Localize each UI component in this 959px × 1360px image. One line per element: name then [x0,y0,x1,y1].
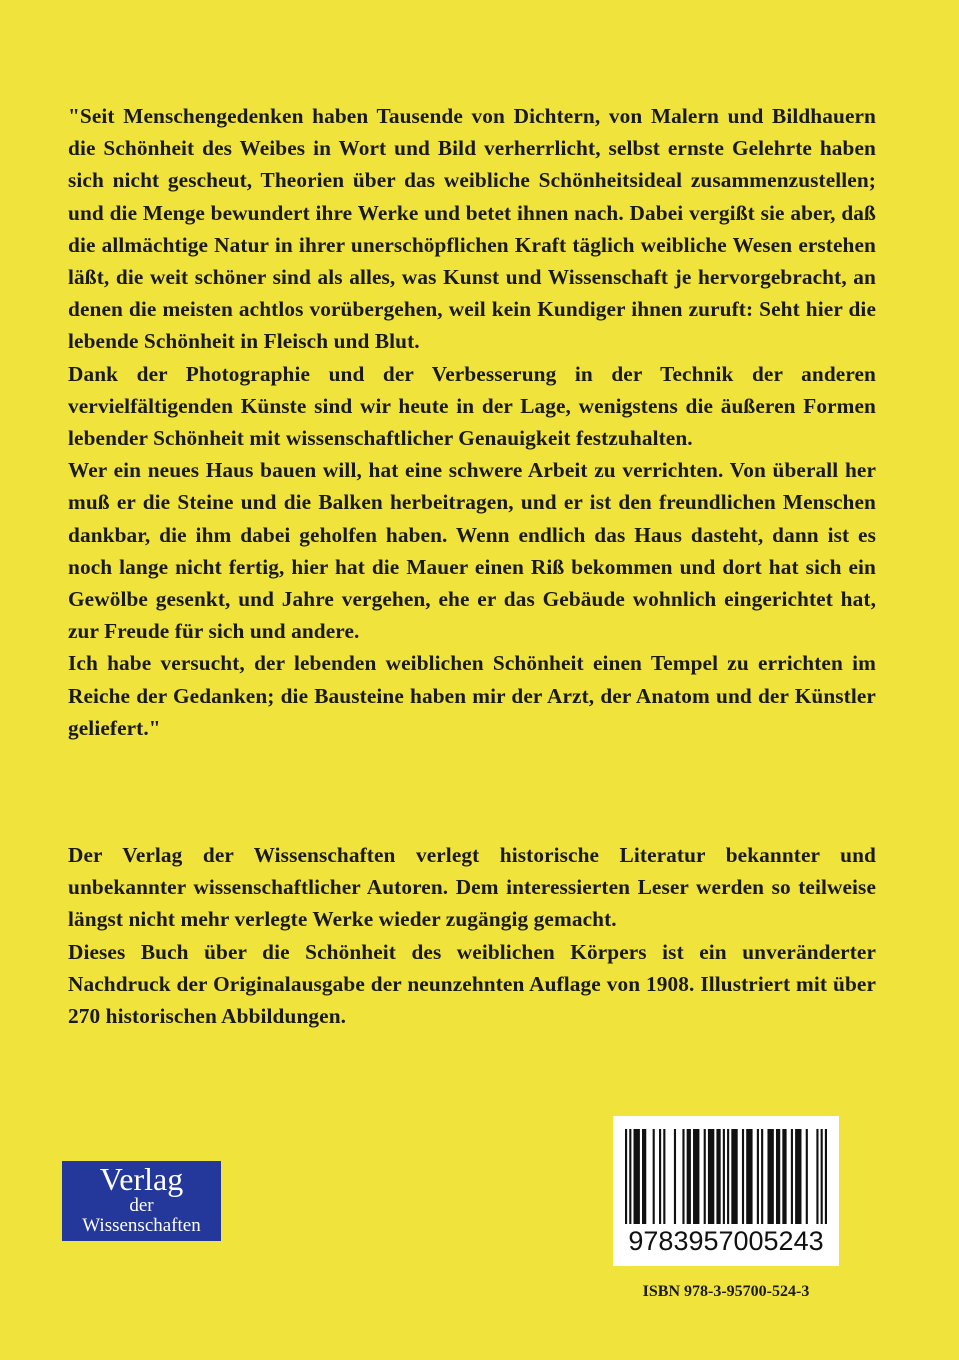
barcode-bar [693,1129,699,1224]
publisher-logo [62,1161,221,1241]
quote-paragraph: Dank der Photographie und der Verbesserung in der Technik der anderen vervielfältigenden Künste sind wir heute in der Lage, wenigstens die äußeren Formen lebender Schönheit mit wissenschaftlicher Genauigkeit festzuhalten. [68,361,876,451]
logo-text-wissenschaften: Wissenschaften [82,1215,201,1236]
logo-text-verlag: Verlag [99,1161,184,1197]
barcode-bar [625,1129,627,1224]
barcode-bar [782,1129,786,1224]
barcode-bar [742,1129,744,1224]
barcode-bar [653,1129,655,1224]
barcode-bar [687,1129,691,1224]
barcode-bar [761,1129,763,1224]
barcode-bar [776,1129,780,1224]
barcode-bar [723,1129,725,1224]
publisher-description-block [68,839,876,1032]
barcode-bar [731,1129,737,1224]
barcode-bar [767,1129,773,1224]
barcode-bar [629,1129,631,1224]
barcode-bar [825,1129,827,1224]
barcode-bar [704,1129,706,1224]
barcode-bar [659,1129,661,1224]
barcode-bar [757,1129,759,1224]
barcode-bar [674,1129,676,1224]
barcode-bar [708,1129,714,1224]
barcode-bar [795,1129,801,1224]
barcode-bar [716,1129,720,1224]
publisher-paragraph: Der Verlag der Wissenschaften verlegt historische Literatur bekannter und unbekannter wissenschaftlicher Autoren. Dem interessierten Leser werden so teilweise längst nicht mehr verlegte Werke wieder zugängig gemacht. [68,843,876,932]
isbn-label: ISBN 978-3-95700-524-3 [642,1283,810,1300]
barcode-bar [682,1129,684,1224]
quote-paragraph: "Seit Menschengedenken haben Tausende von Dichtern, von Malern und Bildhauern die Schönheit des Weibes in Wort und Bild verherrlicht, selbst ernste Gelehrte haben sich nicht gescheut, Theorien über das weibliche Schönheitsideal zusammenzustellen; und die Menge bewundert ihre Werke und betet ihnen nach. Dabei vergißt sie aber, daß die allmächtige Natur in ihrer unerschöpflichen Kraft täglich weibliche Wesen erstehen läßt, die weit schöner sind als alles, was Kunst und Wissenschaft je hervorgebracht, an denen die meisten achtlos vorübergehen, weil kein Kundiger ihnen zuruft: Seht hier die lebende Schönheit in Fleisch und Blut. [68,104,876,354]
barcode-bar [642,1129,646,1224]
barcode-bar [791,1129,793,1224]
barcode-digits: 9783957005243 [628,1226,824,1256]
barcode-bar [806,1129,808,1224]
barcode-bar [727,1129,729,1224]
logo-text-der: der [129,1195,154,1216]
quote-paragraph: Ich habe versucht, der lebenden weiblichen Schönheit einen Tempel zu errichten im Reiche der Gedanken; die Bausteine haben mir der Arzt, der Anatom und der Künstler geliefert." [68,651,876,740]
publisher-paragraph: Dieses Buch über die Schönheit des weiblichen Körpers ist ein unveränderter Nachdruck der Originalausgabe der neunzehnten Auflage von 1908. Illustriert mit über 270 historischen Abbildungen. [68,939,876,1029]
barcode [613,1116,839,1266]
barcode-bar [746,1129,752,1224]
barcode-bar [634,1129,640,1224]
barcode-bars [625,1129,827,1224]
quote-paragraph: Wer ein neues Haus bauen will, hat eine schwere Arbeit zu verrichten. Von überall her muß er die Steine und die Balken herbeitragen, und er ist den freundlichen Menschen dankbar, die ihm dabei geholfen haben. Wenn endlich das Haus dasteht, dann ist es noch lange nicht fertig, hier hat die Mauer einen Riß bekommen und dort hat sich ein Gewölbe gesenkt, und Jahre vergehen, ehe er das Gebäude wohnlich eingerichtet hat, zur Freude für sich und andere. [68,458,876,644]
quote-text-block [68,100,876,744]
barcode-bar [821,1129,823,1224]
barcode-bar [816,1129,818,1224]
barcode-bar [663,1129,665,1224]
